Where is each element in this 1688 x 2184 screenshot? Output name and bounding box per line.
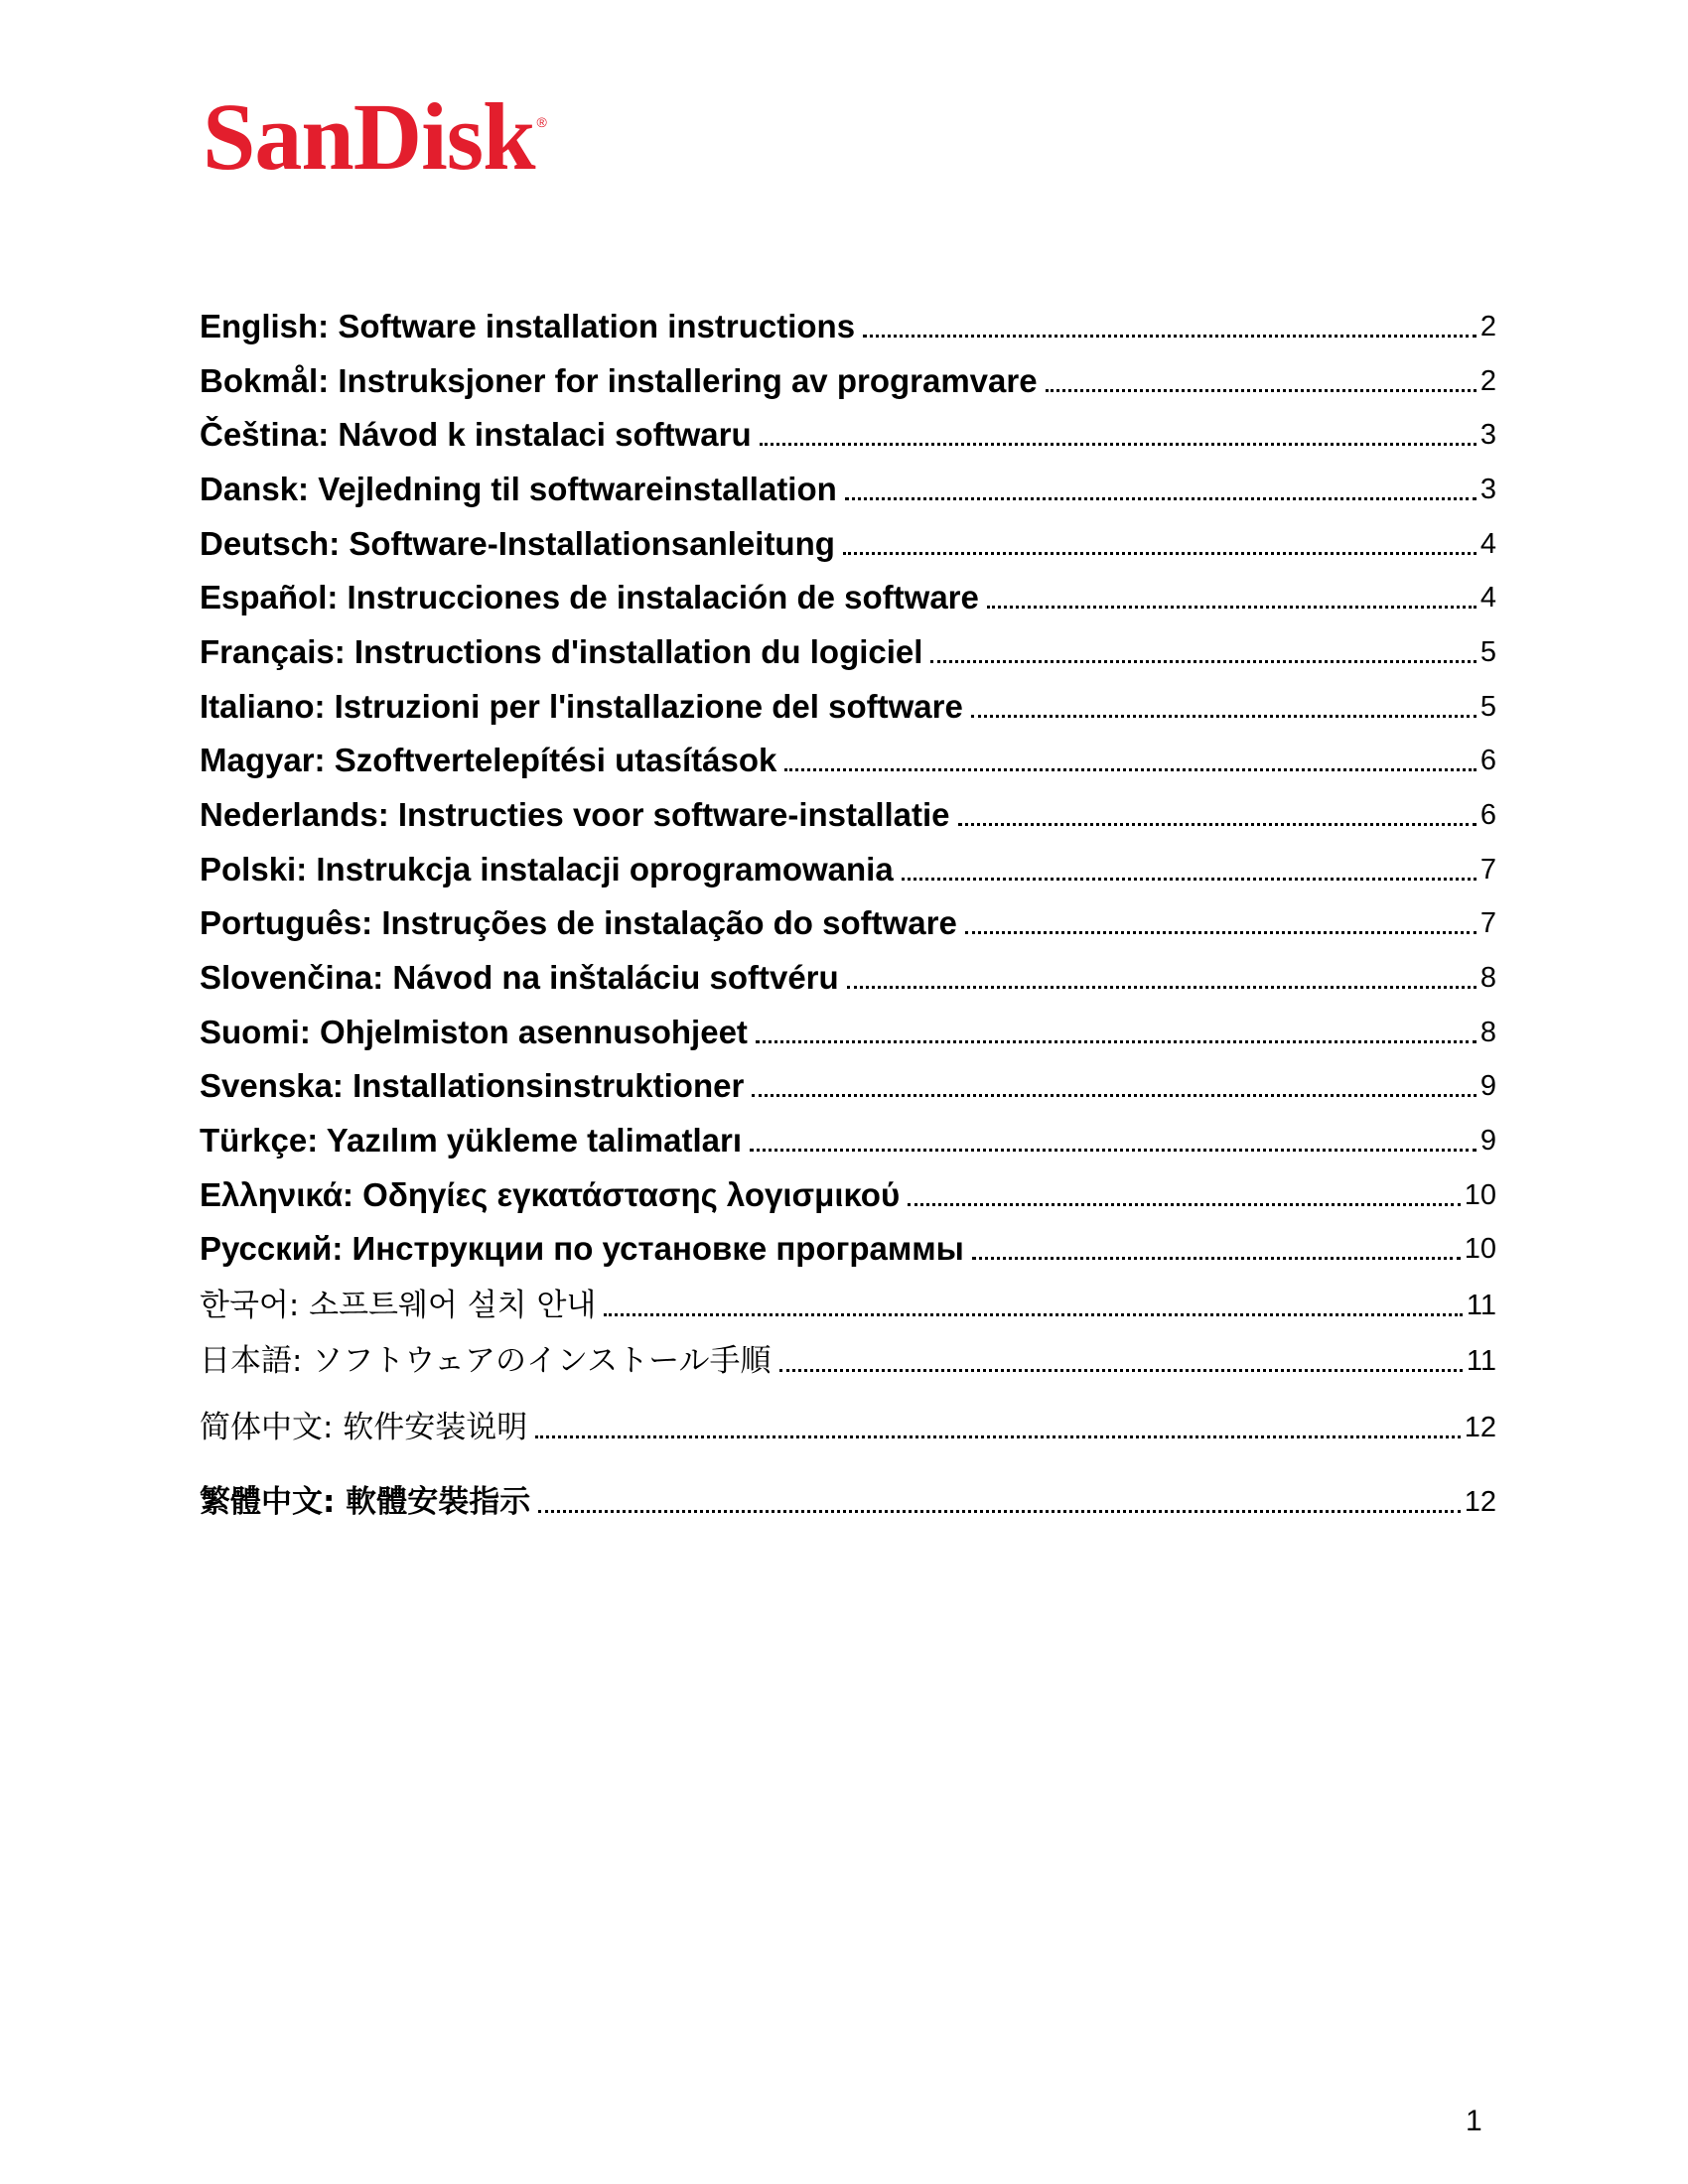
toc-entry-page: 9 (1479, 1125, 1496, 1157)
toc-entry-english[interactable] (200, 306, 1496, 347)
toc-entry-title: Ελληνικά: Οδηγίες εγκατάστασης λογισμικού (200, 1176, 901, 1213)
toc-dot-leader (987, 606, 1477, 609)
toc-entry-title: Português: Instruções de instalação do software (200, 904, 957, 941)
toc-dot-leader (972, 1257, 1461, 1260)
toc-dot-leader (750, 1149, 1477, 1152)
toc-dot-leader (535, 1435, 1460, 1438)
page-number: 1 (1466, 2105, 1482, 2137)
toc-entry-magyar[interactable] (200, 740, 1496, 781)
toc-dot-leader (752, 1094, 1477, 1097)
toc-entry-title: Italiano: Istruzioni per l'installazione del software (200, 688, 963, 725)
toc-entry-page: 5 (1479, 691, 1496, 723)
toc-dot-leader (843, 552, 1477, 555)
toc-entry-title: Čeština: Návod k instalaci softwaru (200, 416, 752, 453)
toc-entry-title: Nederlands: Instructies voor software-installatie (200, 796, 950, 833)
toc-entry-espanol[interactable] (200, 577, 1496, 618)
toc-entry-portugues[interactable] (200, 902, 1496, 944)
toc-entry-page: 2 (1479, 311, 1496, 342)
toc-entry-nederlands[interactable] (200, 794, 1496, 836)
toc-entry-greek[interactable] (200, 1174, 1496, 1216)
toc-entry-deutsch[interactable] (200, 523, 1496, 565)
toc-entry-page: 5 (1479, 636, 1496, 668)
toc-entry-title: Français: Instructions d'installation du logiciel (200, 633, 923, 670)
toc-entry-title: 한국어: 소프트웨어 설치 안내 (200, 1288, 597, 1323)
toc-entry-francais[interactable] (200, 631, 1496, 673)
toc-entry-japanese[interactable] (200, 1340, 1496, 1382)
toc-dot-leader (958, 823, 1477, 826)
toc-entry-cestina[interactable] (200, 414, 1496, 456)
toc-entry-turkce[interactable] (200, 1120, 1496, 1161)
toc-entry-page: 8 (1479, 962, 1496, 994)
toc-entry-page: 6 (1479, 745, 1496, 776)
toc-entry-simplified-chinese[interactable] (200, 1407, 1496, 1448)
toc-entry-page: 6 (1479, 799, 1496, 831)
toc-entry-italiano[interactable] (200, 686, 1496, 728)
toc-entry-title: English: Software installation instructions (200, 308, 856, 344)
toc-entry-page: 12 (1464, 1412, 1496, 1443)
toc-entry-title: Русский: Инструкции по установке программы (200, 1230, 964, 1267)
toc-dot-leader (908, 1203, 1461, 1206)
toc-entry-polski[interactable] (200, 849, 1496, 890)
toc-dot-leader (845, 497, 1477, 500)
toc-entry-title: 简体中文: 软件安装说明 (200, 1410, 528, 1445)
toc-entry-dansk[interactable] (200, 469, 1496, 510)
registered-mark: ® (536, 114, 547, 130)
toc-dot-leader (965, 931, 1477, 934)
toc-dot-leader (784, 768, 1477, 771)
toc-entry-page: 4 (1479, 528, 1496, 560)
toc-entry-page: 10 (1464, 1179, 1496, 1211)
toc-entry-title: Slovenčina: Návod na inštaláciu softvéru (200, 959, 839, 996)
toc-entry-title: Dansk: Vejledning til softwareinstallation (200, 471, 837, 507)
toc-entry-korean[interactable] (200, 1285, 1496, 1326)
toc-entry-page: 11 (1466, 1290, 1496, 1321)
toc-entry-title: Español: Instrucciones de instalación de software (200, 579, 979, 615)
toc-dot-leader (902, 878, 1477, 881)
toc-dot-leader (847, 986, 1477, 989)
toc-entry-traditional-chinese[interactable] (200, 1481, 1496, 1523)
toc-entry-page: 9 (1479, 1070, 1496, 1102)
toc-entry-page: 7 (1479, 854, 1496, 886)
toc-entry-title: Suomi: Ohjelmiston asennusohjeet (200, 1014, 748, 1050)
toc-entry-page: 2 (1479, 365, 1496, 397)
toc-entry-page: 12 (1464, 1486, 1496, 1518)
toc-entry-title: Deutsch: Software-Installationsanleitung (200, 525, 835, 562)
toc-entry-page: 7 (1479, 907, 1496, 939)
toc-entry-page: 4 (1479, 582, 1496, 614)
toc-dot-leader (971, 715, 1477, 718)
toc-dot-leader (1046, 389, 1477, 392)
toc-dot-leader (756, 1040, 1477, 1043)
toc-dot-leader (604, 1313, 1463, 1316)
toc-entry-title: Bokmål: Instruksjoner for installering av programvare (200, 362, 1038, 399)
toc-dot-leader (538, 1510, 1461, 1513)
toc-entry-slovencina[interactable] (200, 957, 1496, 999)
toc-entry-page: 8 (1479, 1017, 1496, 1048)
toc-entry-page: 10 (1464, 1233, 1496, 1265)
logo-wordmark: SanDisk (203, 83, 535, 190)
toc-entry-bokmal[interactable] (200, 360, 1496, 402)
sandisk-logo (203, 83, 547, 190)
toc-entry-title: 日本語: ソフトウェアのインストール手順 (200, 1343, 772, 1379)
toc-entry-title: Polski: Instrukcja instalacji oprogramowania (200, 851, 894, 887)
toc-entry-russian[interactable] (200, 1228, 1496, 1270)
toc-entry-page: 3 (1479, 474, 1496, 505)
toc-dot-leader (779, 1369, 1463, 1372)
toc-dot-leader (760, 443, 1477, 446)
toc-entry-title: Magyar: Szoftvertelepítési utasítások (200, 742, 777, 778)
toc-entry-title: Türkçe: Yazılım yükleme talimatları (200, 1122, 742, 1159)
toc-entry-suomi[interactable] (200, 1012, 1496, 1053)
toc-entry-title: 繁體中文: 軟體安裝指示 (200, 1484, 531, 1520)
toc-entry-title: Svenska: Installationsinstruktioner (200, 1067, 745, 1104)
toc-entry-page: 3 (1479, 419, 1496, 451)
toc-dot-leader (863, 335, 1477, 338)
toc-entry-page: 11 (1466, 1345, 1496, 1377)
toc-dot-leader (930, 660, 1476, 663)
toc-entry-svenska[interactable] (200, 1065, 1496, 1107)
